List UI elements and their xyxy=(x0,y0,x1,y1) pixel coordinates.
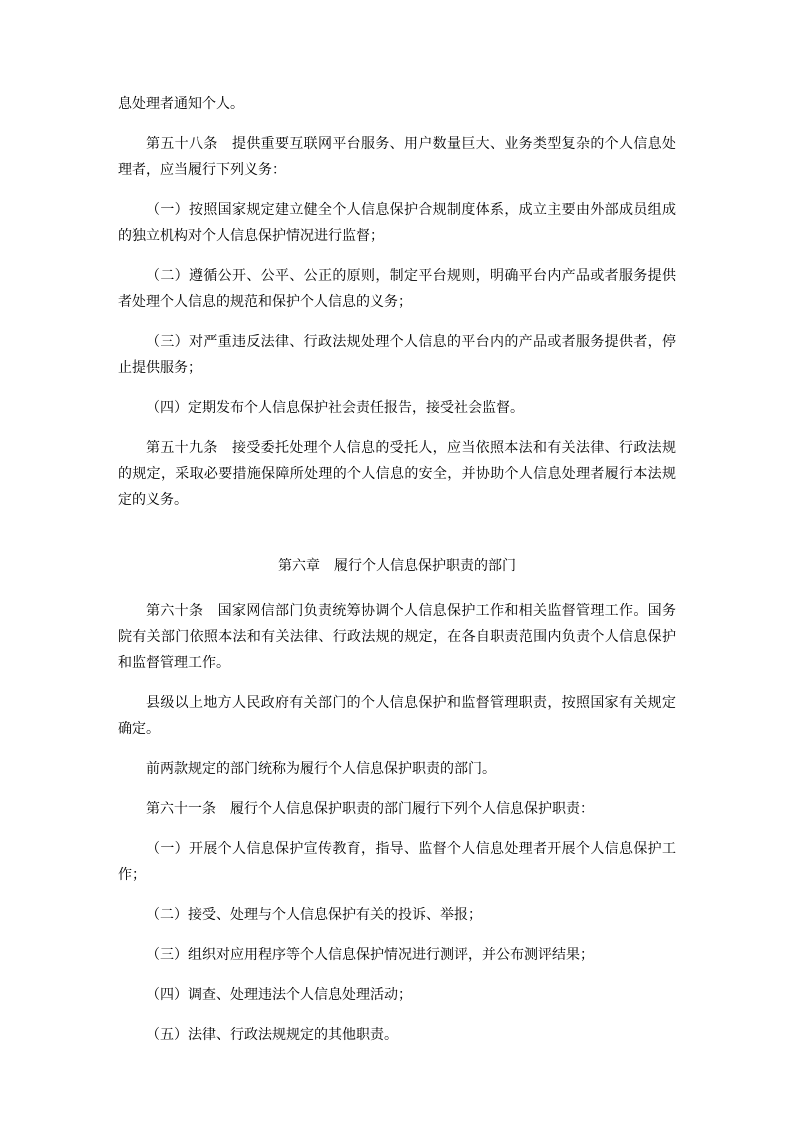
article-61-item-1: （一）开展个人信息保护宣传教育，指导、监督个人信息处理者开展个人信息保护工作； xyxy=(118,842,676,883)
article-58-item-1: （一）按照国家规定建立健全个人信息保护合规制度体系，成立主要由外部成员组成的独立机构对个人信息保护情况进行监督； xyxy=(118,203,676,244)
paragraph-article-60-clause-2: 县级以上地方人民政府有关部门的个人信息保护和监督管理职责，按照国家有关规定确定。 xyxy=(118,696,676,737)
article-61-item-3: （三）组织对应用程序等个人信息保护情况进行测评，并公布测评结果； xyxy=(146,948,594,963)
article-61-item-4: （四）调查、处理违法个人信息处理活动； xyxy=(146,988,412,1003)
paragraph-article-61: 第六十一条 履行个人信息保护职责的部门履行下列个人信息保护职责： xyxy=(146,802,594,817)
paragraph-article-60: 第六十条 国家网信部门负责统筹协调个人信息保护工作和相关监督管理工作。国务院有关部门依照本法和有关法律、行政法规的规定，在各自职责范围内负责个人信息保护和监督管理工作。 xyxy=(118,604,676,671)
article-58-item-4: （四）定期发布个人信息保护社会责任报告，接受社会监督。 xyxy=(146,401,524,416)
paragraph-continuation: 息处理者通知个人。 xyxy=(118,97,244,112)
article-58-item-3: （三）对严重违反法律、行政法规处理个人信息的平台内的产品或者服务提供者，停止提供服务； xyxy=(118,335,676,376)
article-61-item-5: （五）法律、行政法规规定的其他职责。 xyxy=(146,1028,398,1043)
article-58-item-2: （二）遵循公开、公平、公正的原则，制定平台规则，明确平台内产品或者服务提供者处理个人信息的规范和保护个人信息的义务； xyxy=(118,269,676,310)
chapter-6-heading: 第六章 履行个人信息保护职责的部门 xyxy=(278,559,516,574)
paragraph-article-60-clause-3: 前两款规定的部门统称为履行个人信息保护职责的部门。 xyxy=(146,762,496,777)
paragraph-article-58: 第五十八条 提供重要互联网平台服务、用户数量巨大、业务类型复杂的个人信息处理者，应当履行下列义务： xyxy=(118,137,676,178)
paragraph-article-59: 第五十九条 接受委托处理个人信息的受托人，应当依照本法和有关法律、行政法规的规定，采取必要措施保障所处理的个人信息的安全，并协助个人信息处理者履行本法规定的义务。 xyxy=(118,441,676,508)
article-61-item-2: （二）接受、处理与个人信息保护有关的投诉、举报； xyxy=(146,908,482,923)
